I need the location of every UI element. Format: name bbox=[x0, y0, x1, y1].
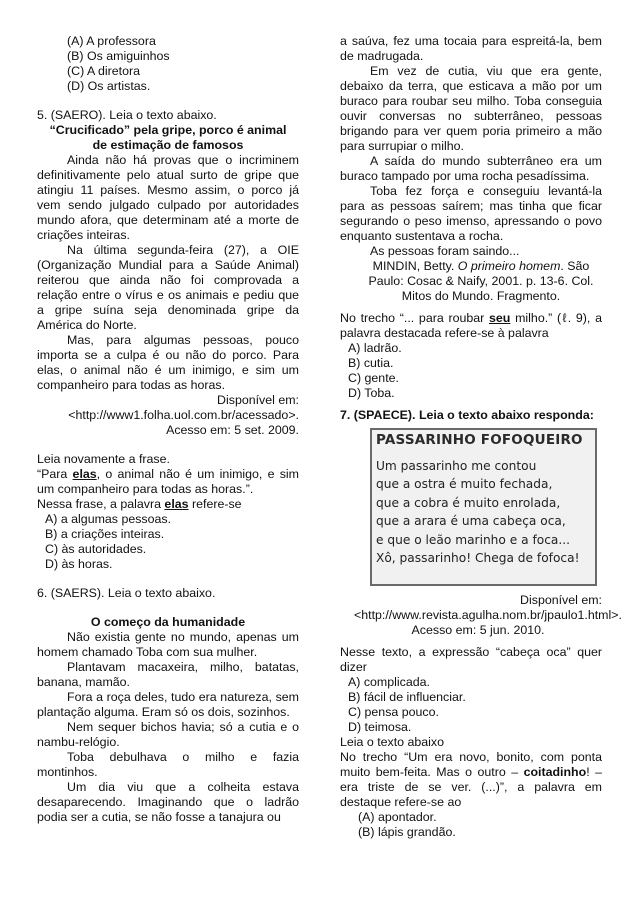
q6-header: 6. (SAERS). Leia o texto abaixo. bbox=[37, 586, 216, 600]
q6-option-b: B) cutia. bbox=[348, 356, 394, 370]
q5-source-line3: Acesso em: 5 set. 2009. bbox=[166, 423, 299, 437]
q6-paragraph-1: Não existia gente no mundo, apenas um homem chamado Toba com sua mulher. bbox=[37, 630, 299, 659]
q4-option-b: (B) Os amiguinhos bbox=[67, 49, 170, 63]
q6-paragraph-6: Um dia viu que a colheita estava desaparecendo. Imaginando que o ladrão podia ser a cutia, se não fosse a tanajura ou bbox=[37, 780, 299, 824]
poem-line: Xô, passarinho! Chega de fofoca! bbox=[376, 551, 580, 566]
q5-option-a: A) a algumas pessoas. bbox=[45, 512, 172, 526]
q5-paragraph-2: Na última segunda-feira (27), a OIE (Organização Mundial para a Saúde Animal) reiterou que ainda não foi comprovada a relação entre o vírus e os animais e pediu que a gripe suína seja denominada gripe da América do Norte. bbox=[37, 243, 299, 332]
poem-image bbox=[370, 428, 597, 586]
q4-option-c: (C) A diretora bbox=[67, 64, 140, 78]
q7-option-b: B) fácil de influenciar. bbox=[348, 690, 466, 704]
q6-option-d: D) Toba. bbox=[348, 386, 395, 400]
poem-title: PASSARINHO FOFOQUEIRO bbox=[376, 432, 583, 448]
left-column bbox=[37, 34, 299, 825]
q6-option-c: C) gente. bbox=[348, 371, 399, 385]
poem-line: Um passarinho me contou bbox=[376, 459, 537, 473]
poem-line: e que o leão marinho e a foca... bbox=[376, 532, 570, 547]
q6-source-book: O primeiro homem bbox=[457, 259, 561, 273]
q6-paragraph-6-continued: a saúva, fez uma tocaia para espreitá-la, bem de madrugada. bbox=[340, 34, 602, 63]
q8-question: No trecho “Um era novo, bonito, com ponta muito bem-feita. Mas o outro – coitadinho! – era triste de se ver. (...)”, a palavra em destaque refere-se ao bbox=[340, 750, 602, 809]
poem-lines bbox=[376, 457, 579, 567]
poem-line: que a ostra é muito fechada, bbox=[376, 477, 553, 492]
q5-question-highlight: elas bbox=[164, 497, 189, 511]
q5-option-c: C) às autoridades. bbox=[45, 542, 147, 556]
q7-question: Nesse texto, a expressão “cabeça oca” quer dizer bbox=[340, 645, 602, 674]
q6-paragraph-5: Toba debulhava o milho e fazia montinhos. bbox=[37, 750, 299, 779]
q5-title-line1: “Crucificado” pela gripe, porco é animal bbox=[49, 123, 287, 137]
q5-title-line2: de estimação de famosos bbox=[92, 138, 244, 152]
q5-source-line1: Disponível em: bbox=[217, 393, 299, 407]
q5-option-b: B) a criações inteiras. bbox=[45, 527, 165, 541]
q8-question-highlight: coitadinho bbox=[523, 765, 587, 779]
q7-option-a: A) complicada. bbox=[348, 675, 430, 689]
q5-source-line2: <http://www1.folha.uol.com.br/acessado>. bbox=[68, 408, 299, 422]
q7-header: 7. (SPAECE). Leia o texto abaixo responda: bbox=[340, 408, 594, 422]
q7-source-line1: Disponível em: bbox=[520, 593, 602, 607]
q7-source-line2: <http://www.revista.agulha.nom.br/jpaulo1.html>. Acesso em: 5 jun. 2010. bbox=[354, 608, 622, 637]
q6-question: No trecho “... para roubar seu milho.” (ℓ. 9), a palavra destacada refere-se à palavra bbox=[340, 311, 602, 340]
q6-question-highlight: seu bbox=[489, 311, 511, 325]
right-column bbox=[340, 34, 622, 840]
q4-option-d: (D) Os artistas. bbox=[67, 79, 151, 93]
q6-paragraph-9: Toba fez força e conseguiu levantá-la para as pessoas saírem; mas tinha que ficar segurando o peso imenso, apressando o povo enquanto sustentava a rocha. bbox=[340, 184, 602, 243]
q6-paragraph-2: Plantavam macaxeira, milho, batatas, banana, mamão. bbox=[37, 660, 299, 689]
q6-paragraph-3: Fora a roça deles, tudo era natureza, sem plantação alguma. Eram só os dois, sozinhos. bbox=[37, 690, 299, 719]
q5-reread: Leia novamente a frase. bbox=[37, 452, 170, 466]
q6-source-collection: Mitos do Mundo. Fragmento. bbox=[401, 289, 561, 303]
q5-paragraph-3: Mas, para algumas pessoas, pouco importa se a culpa é ou não do porco. Para elas, o animal não é um inimigo, e sim um companheiro para todas as horas. bbox=[37, 333, 299, 392]
q5-paragraph-1: Ainda não há provas que o incriminem definitivamente pelo atual surto de gripe que atingiu 11 países. Mesmo assim, o porco já vem sendo julgado culpado por autoridades mundo afora, que determinam até a morte de criações inteiras. bbox=[37, 153, 299, 242]
q6-paragraph-8: A saída do mundo subterrâneo era um buraco tampado por uma rocha pesadíssima. bbox=[340, 154, 602, 183]
q5-header: 5. (SAERO). Leia o texto abaixo. bbox=[37, 108, 217, 122]
poem-line: que a cobra é muito enrolada, bbox=[376, 495, 561, 510]
q6-option-a: A) ladrão. bbox=[348, 341, 402, 355]
q6-title: O começo da humanidade bbox=[90, 615, 246, 629]
q7-option-c: C) pensa pouco. bbox=[348, 705, 439, 719]
q7-option-d: D) teimosa. bbox=[348, 720, 412, 734]
q5-quote: “Para elas, o animal não é um inimigo, e sim um companheiro para todas as horas.”. bbox=[37, 467, 299, 496]
q5-option-d: D) às horas. bbox=[45, 557, 113, 571]
q6-source: MINDIN, Betty. O primeiro homem. São Paulo: Cosac & Naify, 2001. p. 13-6. Col. bbox=[368, 259, 594, 288]
q8-option-b: (B) lápis grandão. bbox=[358, 825, 456, 839]
q4-option-a: (A) A professora bbox=[67, 34, 156, 48]
q8-option-a: (A) apontador. bbox=[358, 810, 437, 824]
q5-question: Nessa frase, a palavra elas refere-se bbox=[37, 497, 242, 511]
poem-line: que a arara é uma cabeça oca, bbox=[376, 514, 566, 529]
q5-quote-highlight: elas bbox=[72, 467, 97, 481]
q6-paragraph-7: Em vez de cutia, viu que era gente, debaixo da terra, que esticava a mão por um buraco para roubar seu milho. Toba conseguia ouvir conversas no subterrâneo, pessoas brigando para ver quem poria primeiro a mão para surrupiar o milho. bbox=[340, 64, 602, 153]
q8-read: Leia o texto abaixo bbox=[340, 735, 445, 749]
q6-paragraph-10: As pessoas foram saindo... bbox=[370, 244, 520, 258]
q6-paragraph-4: Nem sequer bichos havia; só a cutia e o nambu-relógio. bbox=[37, 720, 299, 749]
